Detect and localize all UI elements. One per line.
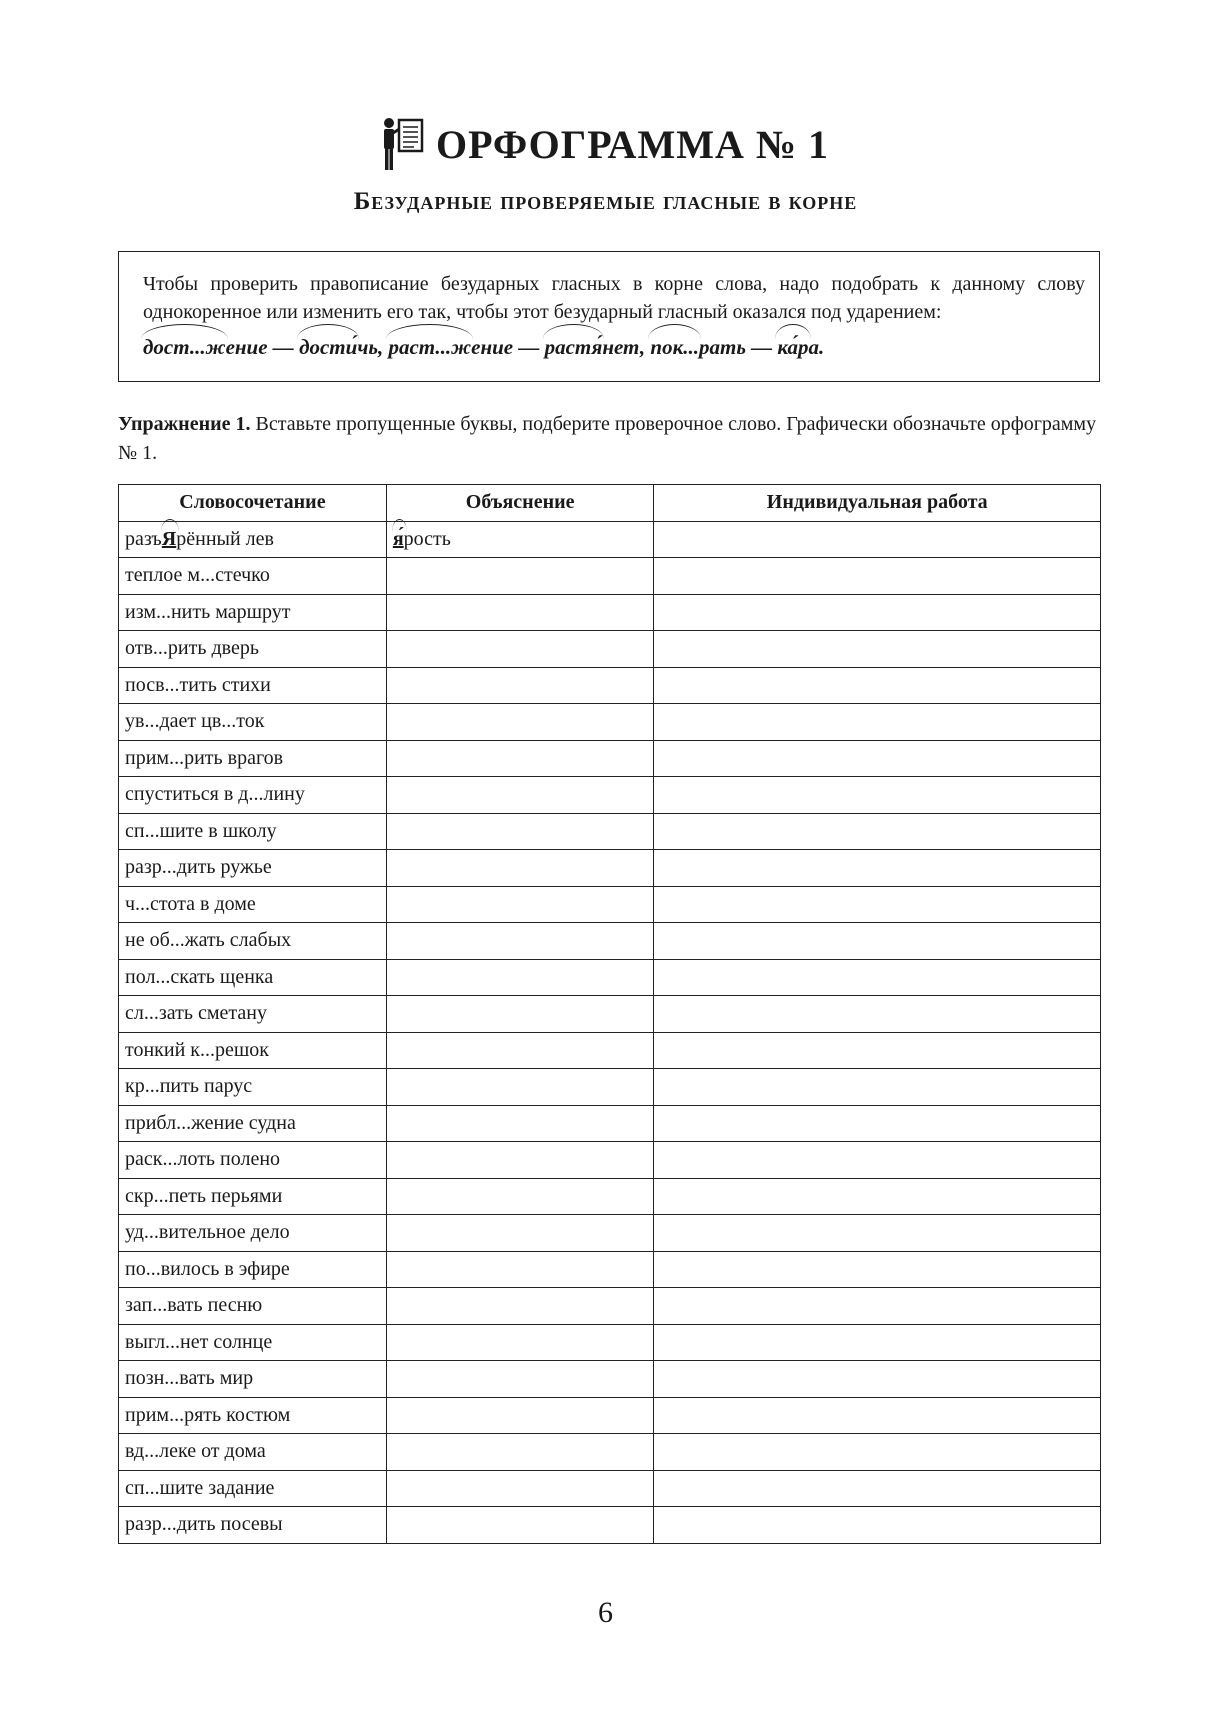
individual-cell[interactable] bbox=[654, 1251, 1101, 1288]
phrase-cell: кр...пить парус bbox=[119, 1069, 387, 1106]
phrase-cell: сл...зать сметану bbox=[119, 996, 387, 1033]
example-phrase-cell: разъ Ярённый лев bbox=[119, 521, 387, 558]
phrase-cell: прим...рить врагов bbox=[119, 740, 387, 777]
explanation-cell[interactable] bbox=[386, 1434, 654, 1471]
example-word-ending: ение — bbox=[471, 335, 540, 359]
phrase-cell: позн...вать мир bbox=[119, 1361, 387, 1398]
table-row bbox=[119, 1215, 1101, 1252]
individual-cell[interactable] bbox=[654, 813, 1101, 850]
example-check-ending: чь, bbox=[357, 335, 384, 359]
explanation-cell[interactable] bbox=[386, 777, 654, 814]
table-row bbox=[119, 1069, 1101, 1106]
stressed-vowel-mark: я́ bbox=[393, 528, 404, 551]
table-row bbox=[119, 1251, 1101, 1288]
teacher-board-icon bbox=[382, 116, 424, 172]
individual-cell[interactable] bbox=[654, 1215, 1101, 1252]
phrase-cell: прибл...жение судна bbox=[119, 1105, 387, 1142]
phrase-cell: отв...рить дверь bbox=[119, 631, 387, 668]
table-row bbox=[119, 1178, 1101, 1215]
table-row bbox=[119, 631, 1101, 668]
example-word-ending: рать — bbox=[698, 335, 773, 359]
explanation-cell[interactable] bbox=[386, 1215, 654, 1252]
individual-cell[interactable] bbox=[654, 1361, 1101, 1398]
individual-cell[interactable] bbox=[654, 1507, 1101, 1544]
table-row bbox=[119, 886, 1101, 923]
explanation-cell[interactable] bbox=[386, 1069, 654, 1106]
example-check-ending: а. bbox=[808, 335, 825, 359]
individual-cell[interactable] bbox=[654, 1434, 1101, 1471]
phrase-cell: уд...вительное дело bbox=[119, 1215, 387, 1252]
phrase-cell: раск...лоть полено bbox=[119, 1142, 387, 1179]
table-row bbox=[119, 1361, 1101, 1398]
individual-cell[interactable] bbox=[654, 1324, 1101, 1361]
exercise-table bbox=[118, 484, 1101, 1544]
table-row bbox=[119, 813, 1101, 850]
example-word-root: раст...ж bbox=[388, 335, 471, 360]
phrase-cell: пол...скать щенка bbox=[119, 959, 387, 996]
example-check-root: ка́р bbox=[777, 335, 808, 360]
phrase-cell: не об...жать слабых bbox=[119, 923, 387, 960]
individual-cell[interactable] bbox=[654, 594, 1101, 631]
explanation-cell[interactable] bbox=[386, 1507, 654, 1544]
explanation-cell[interactable] bbox=[386, 1142, 654, 1179]
rule-examples bbox=[143, 335, 1085, 360]
phrase-cell: ч...стота в доме bbox=[119, 886, 387, 923]
explanation-cell[interactable] bbox=[386, 923, 654, 960]
individual-cell[interactable] bbox=[654, 850, 1101, 887]
exercise-text: Вставьте пропущенные буквы, подберите проверочное слово. Графически обозначьте орфограмму № 1. bbox=[118, 413, 1097, 464]
table-row bbox=[119, 1142, 1101, 1179]
rule-text: Чтобы проверить правописание безударных гласных в корне слова, надо подобрать к данному слову однокоренное или изменить его так, чтобы этот безударный гласный оказался под ударением: bbox=[143, 273, 1085, 323]
table-row bbox=[119, 1470, 1101, 1507]
phrase-cell: по...вилось в эфире bbox=[119, 1251, 387, 1288]
phrase-cell: ув...дает цв...ток bbox=[119, 704, 387, 741]
table-row bbox=[119, 704, 1101, 741]
table-row bbox=[119, 1397, 1101, 1434]
individual-cell[interactable] bbox=[654, 923, 1101, 960]
explanation-cell[interactable] bbox=[386, 1178, 654, 1215]
example-explanation-cell: я́рость bbox=[386, 521, 654, 558]
individual-cell[interactable] bbox=[654, 1470, 1101, 1507]
explanation-cell[interactable] bbox=[386, 1032, 654, 1069]
example-word-root: пок... bbox=[650, 335, 699, 360]
explanation-cell[interactable] bbox=[386, 704, 654, 741]
phrase-cell: разр...дить ружье bbox=[119, 850, 387, 887]
phrase-cell: теплое м...стечко bbox=[119, 558, 387, 595]
individual-cell[interactable] bbox=[654, 777, 1101, 814]
header-explanation: Объяснение bbox=[386, 485, 654, 522]
explanation-cell[interactable] bbox=[386, 959, 654, 996]
example-word-root: дост...ж bbox=[143, 335, 226, 360]
individual-cell[interactable] bbox=[654, 1032, 1101, 1069]
phrase-cell: тонкий к...решок bbox=[119, 1032, 387, 1069]
header-individual: Индивидуальная работа bbox=[654, 485, 1101, 522]
explanation-cell[interactable] bbox=[386, 886, 654, 923]
exercise-instruction bbox=[118, 410, 1100, 468]
individual-cell[interactable] bbox=[654, 1178, 1101, 1215]
individual-cell[interactable] bbox=[654, 1397, 1101, 1434]
individual-cell[interactable] bbox=[654, 631, 1101, 668]
individual-cell[interactable] bbox=[654, 886, 1101, 923]
explanation-cell[interactable] bbox=[386, 1397, 654, 1434]
table-row bbox=[119, 923, 1101, 960]
title-row bbox=[0, 116, 1211, 172]
example-word-ending: ение — bbox=[225, 335, 294, 359]
page-title: ОРФОГРАММА № 1 bbox=[435, 121, 830, 167]
header-phrase: Словосочетание bbox=[119, 485, 387, 522]
phrase-cell: сп...шите задание bbox=[119, 1470, 387, 1507]
explanation-cell[interactable] bbox=[386, 631, 654, 668]
table-row bbox=[119, 558, 1101, 595]
rule-box bbox=[118, 251, 1100, 382]
table-row-example bbox=[119, 521, 1101, 558]
table-row bbox=[119, 1434, 1101, 1471]
phrase-cell: разр...дить посевы bbox=[119, 1507, 387, 1544]
table-row bbox=[119, 594, 1101, 631]
table-row bbox=[119, 1507, 1101, 1544]
table-row bbox=[119, 1032, 1101, 1069]
explanation-cell[interactable] bbox=[386, 1361, 654, 1398]
phrase-cell: сп...шите в школу bbox=[119, 813, 387, 850]
phrase-cell: зап...вать песню bbox=[119, 1288, 387, 1325]
phrase-cell: вд...леке от дома bbox=[119, 1434, 387, 1471]
individual-cell[interactable] bbox=[654, 996, 1101, 1033]
explanation-cell[interactable] bbox=[386, 1251, 654, 1288]
table-header-row bbox=[119, 485, 1101, 522]
table-row bbox=[119, 1288, 1101, 1325]
explanation-cell[interactable] bbox=[386, 1470, 654, 1507]
explanation-cell[interactable] bbox=[386, 1324, 654, 1361]
individual-cell[interactable] bbox=[654, 1069, 1101, 1106]
individual-cell[interactable] bbox=[654, 959, 1101, 996]
individual-cell[interactable] bbox=[654, 667, 1101, 704]
phrase-cell: изм...нить маршрут bbox=[119, 594, 387, 631]
individual-cell[interactable] bbox=[654, 1142, 1101, 1179]
phrase-cell: скр...петь перьями bbox=[119, 1178, 387, 1215]
example-check-ending: нет, bbox=[602, 335, 646, 359]
individual-cell[interactable] bbox=[654, 740, 1101, 777]
explanation-cell[interactable] bbox=[386, 850, 654, 887]
table-row bbox=[119, 1105, 1101, 1142]
individual-cell[interactable] bbox=[654, 704, 1101, 741]
table-row bbox=[119, 667, 1101, 704]
explanation-cell[interactable] bbox=[386, 740, 654, 777]
table-row bbox=[119, 850, 1101, 887]
explanation-cell[interactable] bbox=[386, 594, 654, 631]
table-row bbox=[119, 959, 1101, 996]
page-subtitle: Безударные проверяемые гласные в корне bbox=[353, 188, 858, 215]
example-check-root: дости́ bbox=[299, 335, 357, 360]
explanation-cell[interactable] bbox=[386, 1288, 654, 1325]
phrase-cell: выгл...нет солнце bbox=[119, 1324, 387, 1361]
orthogram-mark: Я bbox=[162, 528, 176, 551]
example-check-root: растя́ bbox=[545, 335, 603, 360]
explanation-cell[interactable] bbox=[386, 813, 654, 850]
individual-cell[interactable] bbox=[654, 1105, 1101, 1142]
explanation-cell[interactable] bbox=[386, 996, 654, 1033]
individual-cell[interactable] bbox=[654, 1288, 1101, 1325]
explanation-cell[interactable] bbox=[386, 1105, 654, 1142]
page-number: 6 bbox=[598, 1596, 613, 1629]
table-row bbox=[119, 996, 1101, 1033]
table-row bbox=[119, 1324, 1101, 1361]
phrase-cell: прим...рять костюм bbox=[119, 1397, 387, 1434]
table-row bbox=[119, 740, 1101, 777]
exercise-label: Упражнение 1. bbox=[118, 413, 251, 435]
phrase-cell: посв...тить стихи bbox=[119, 667, 387, 704]
explanation-cell[interactable] bbox=[386, 667, 654, 704]
individual-cell[interactable] bbox=[654, 558, 1101, 595]
phrase-cell: спуститься в д...лину bbox=[119, 777, 387, 814]
explanation-cell[interactable] bbox=[386, 558, 654, 595]
table-row bbox=[119, 777, 1101, 814]
example-individual-cell[interactable] bbox=[654, 521, 1101, 558]
